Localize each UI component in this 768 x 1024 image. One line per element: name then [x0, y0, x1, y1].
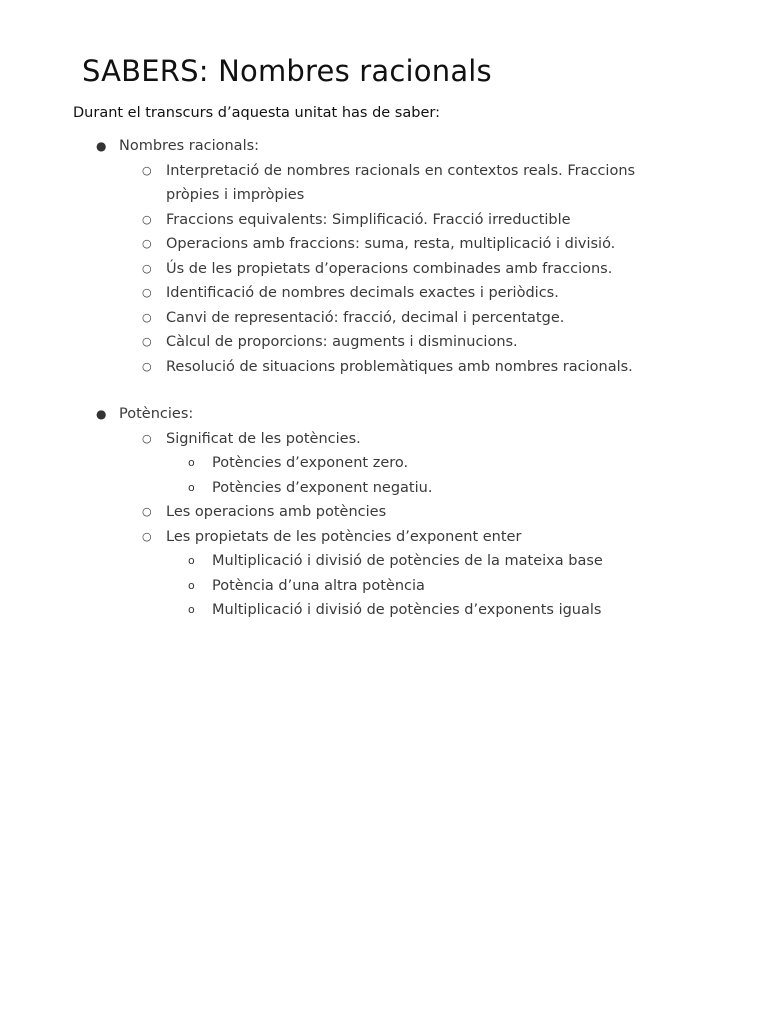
- small-o-bullet-icon: o: [188, 480, 195, 494]
- hollow-bullet-icon: ○: [142, 335, 152, 348]
- small-o-bullet-icon: o: [188, 578, 195, 592]
- small-o-bullet-icon: o: [188, 554, 195, 567]
- section-nombres-racionals: [96, 134, 635, 379]
- list-item: [96, 330, 635, 355]
- list-item: [96, 355, 635, 380]
- hollow-bullet-icon: ○: [142, 286, 152, 299]
- filled-bullet-icon: ●: [96, 407, 107, 421]
- list-item: [96, 208, 635, 233]
- hollow-bullet-icon: ○: [142, 237, 152, 250]
- list-item-text: Resolució de situacions problemàtiques amb nombres racionals.: [166, 358, 633, 375]
- list-item-text: Canvi de representació: fracció, decimal i percentatge.: [166, 309, 565, 326]
- section-heading-row: [96, 134, 635, 159]
- list-item-text: Operacions amb fraccions: suma, resta, multiplicació i divisió.: [166, 236, 616, 252]
- list-item: [96, 281, 635, 306]
- sub-list-item-text: Multiplicació i divisió de potències de la mateixa base: [212, 553, 603, 569]
- list-item: [96, 306, 635, 331]
- sub-list-item: [96, 549, 603, 574]
- list-item-text: Fraccions equivalents: Simplificació. Fracció irreductible: [166, 211, 571, 228]
- small-o-bullet-icon: o: [188, 456, 195, 469]
- sub-list-item-text: Potències d’exponent negatiu.: [212, 479, 433, 496]
- sub-list-item: [96, 451, 603, 476]
- list-item-text: Les operacions amb potències: [166, 504, 387, 520]
- list-item-text: Significat de les potències.: [166, 430, 361, 447]
- list-item: [96, 525, 603, 550]
- hollow-bullet-icon: ○: [142, 359, 152, 373]
- sub-list-item-text: Potència d’una altra potència: [212, 577, 425, 594]
- list-item-text: Les propietats de les potències d’exponent enter: [166, 528, 522, 545]
- hollow-bullet-icon: ○: [142, 529, 152, 543]
- hollow-bullet-icon: ○: [142, 163, 152, 177]
- section-potencies: [96, 402, 603, 623]
- hollow-bullet-icon: ○: [142, 212, 152, 226]
- list-item: [96, 500, 603, 525]
- filled-bullet-icon: ●: [96, 139, 107, 153]
- list-item-text: pròpies i impròpies: [166, 187, 305, 203]
- sub-list-item-text: Multiplicació i divisió de potències d’exponents iguals: [212, 602, 602, 618]
- list-item: [96, 257, 635, 282]
- sub-list-item: [96, 476, 603, 501]
- list-item-text: Interpretació de nombres racionals en contextos reals. Fraccions: [166, 162, 636, 179]
- list-item-text: Identificació de nombres decimals exactes i periòdics.: [166, 285, 559, 301]
- list-item-text: Càlcul de proporcions: augments i disminucions.: [166, 334, 518, 350]
- sub-list-item: [96, 598, 603, 623]
- hollow-bullet-icon: ○: [142, 310, 152, 324]
- small-o-bullet-icon: o: [188, 603, 195, 616]
- section-heading: Potències:: [119, 406, 194, 422]
- list-item-continuation: [96, 183, 635, 208]
- hollow-bullet-icon: ○: [142, 261, 152, 275]
- hollow-bullet-icon: ○: [142, 431, 152, 445]
- document-title: SABERS: Nombres racionals: [82, 54, 492, 88]
- list-item: [96, 159, 635, 184]
- section-heading-row: [96, 402, 603, 427]
- hollow-bullet-icon: ○: [142, 505, 152, 518]
- list-item-text: Ús de les propietats d’operacions combinades amb fraccions.: [166, 260, 613, 277]
- section-heading: Nombres racionals:: [119, 138, 260, 154]
- intro-text: Durant el transcurs d’aquesta unitat has de saber:: [73, 105, 440, 121]
- sub-list-item-text: Potències d’exponent zero.: [212, 455, 409, 471]
- list-item: [96, 232, 635, 257]
- sub-list-item: [96, 574, 603, 599]
- list-item: [96, 427, 603, 452]
